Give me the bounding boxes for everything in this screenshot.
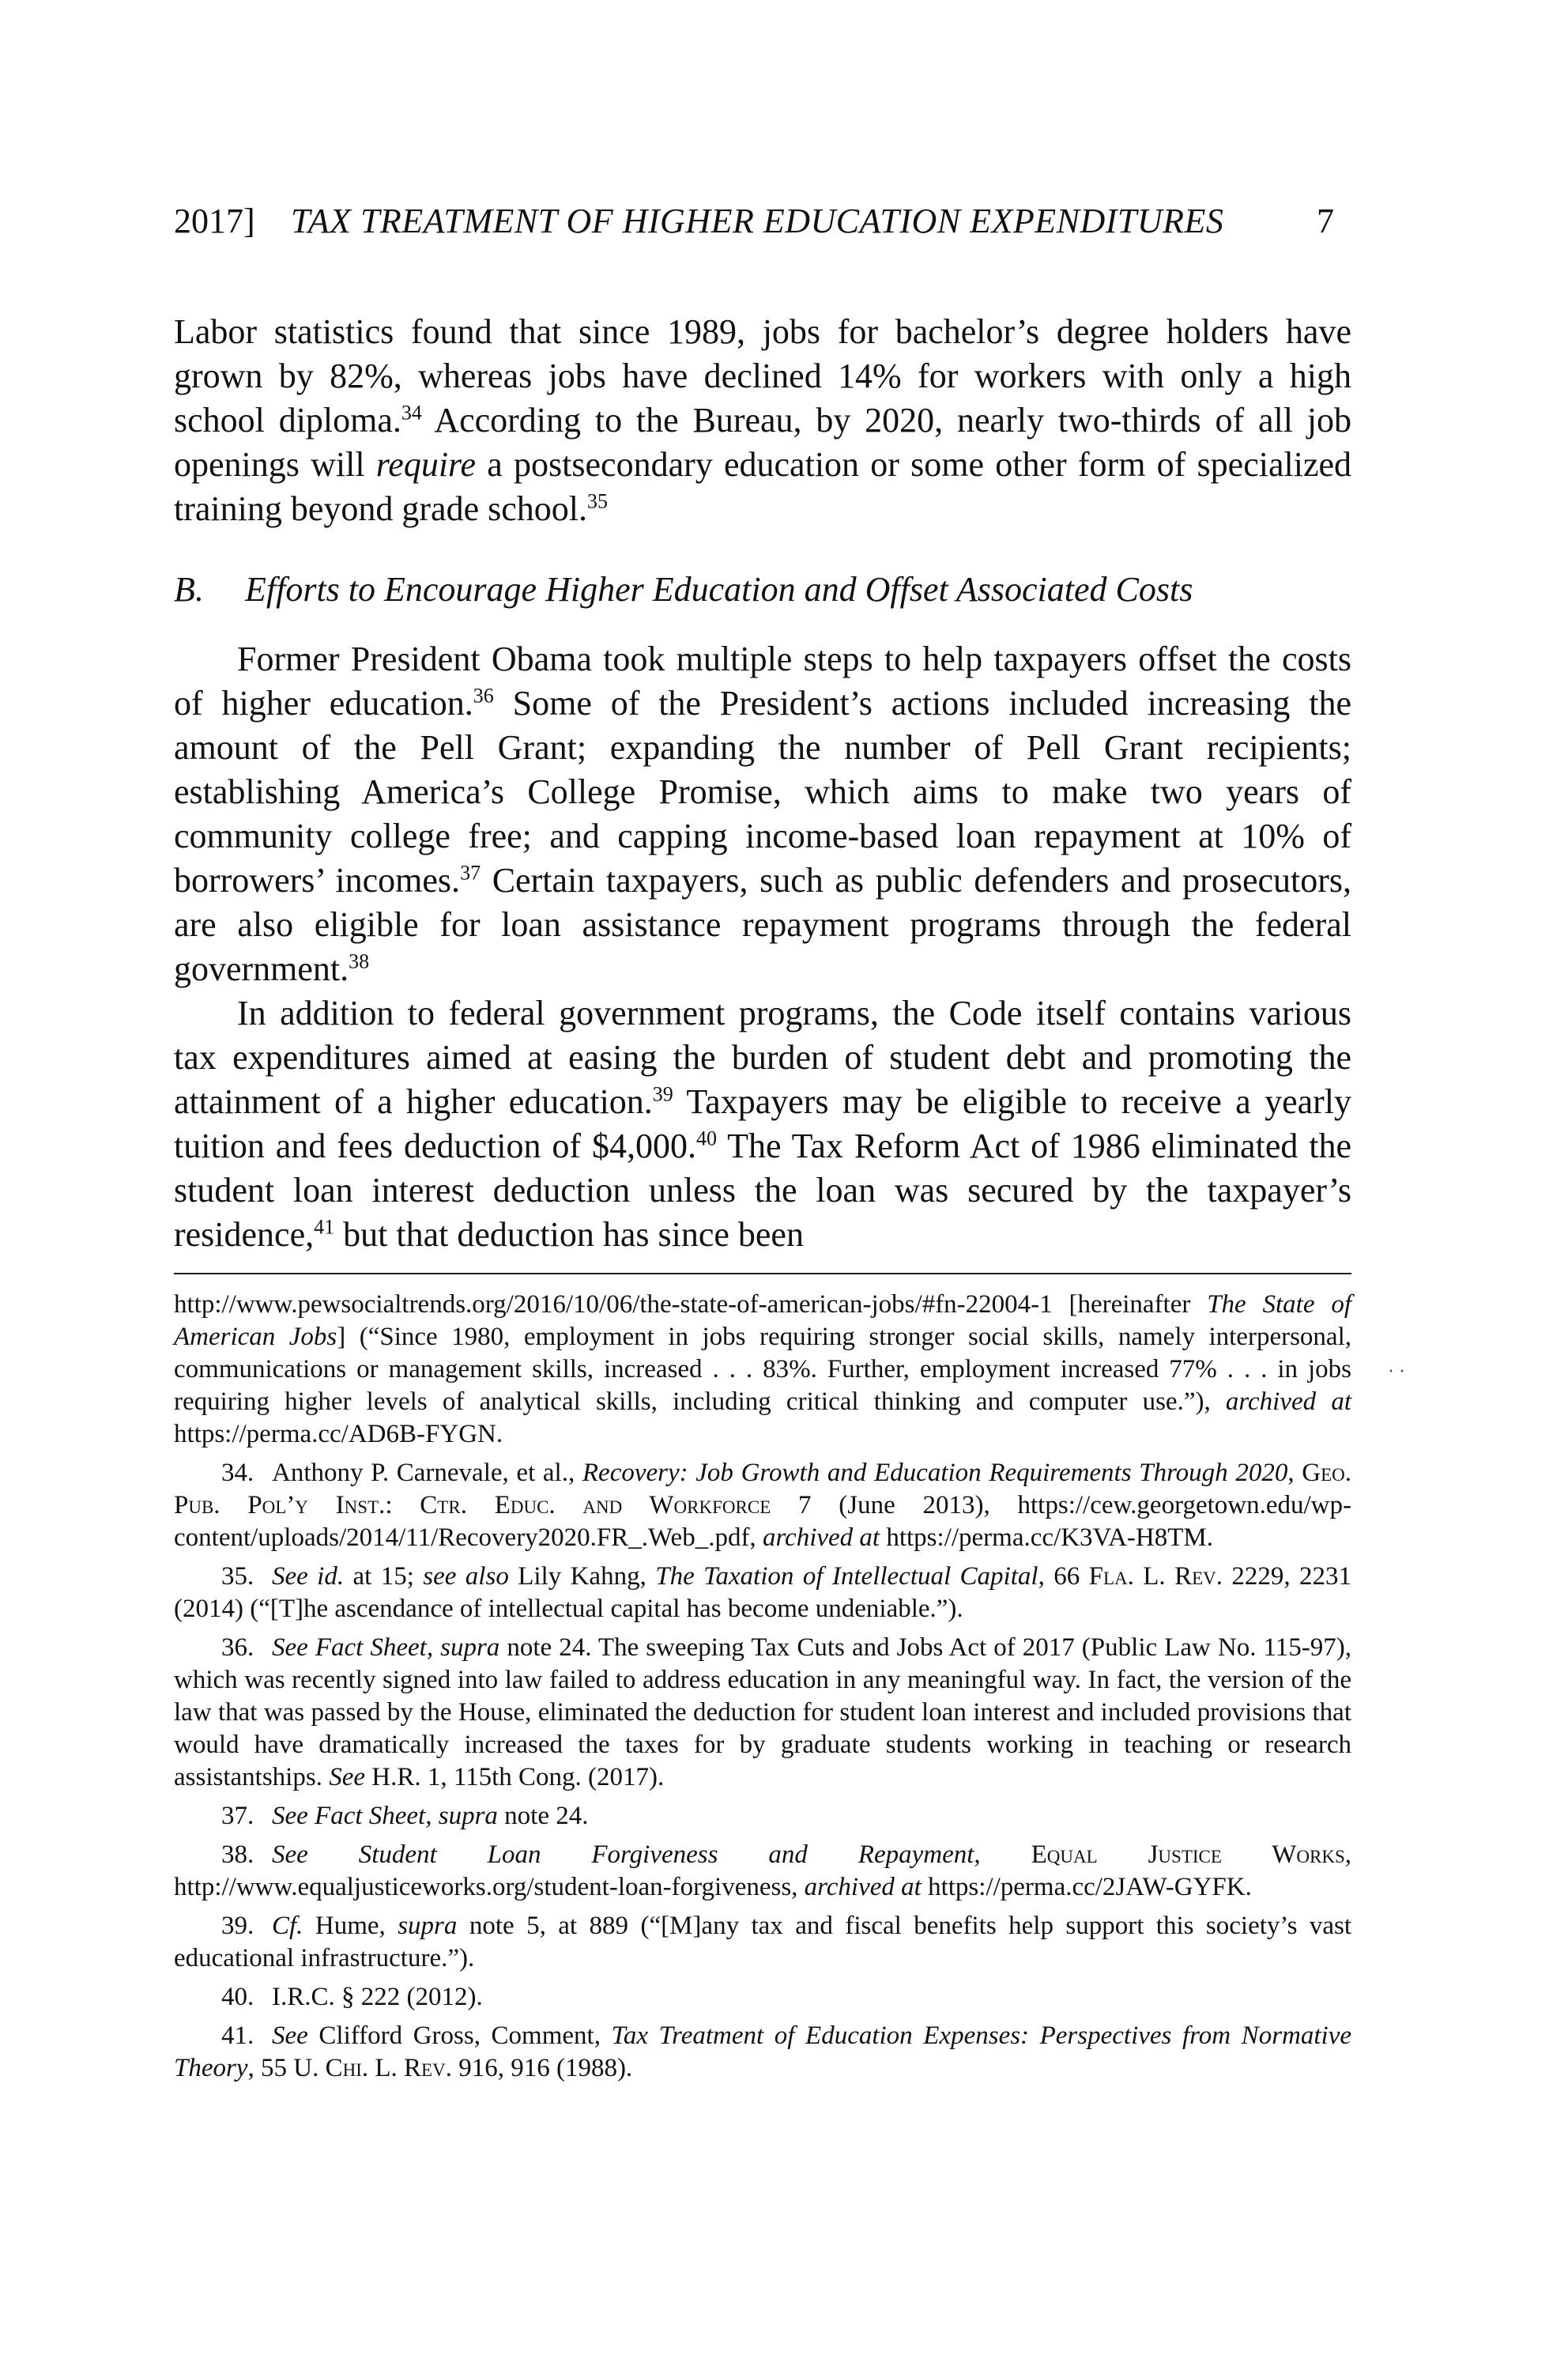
footnote-ref[interactable]: 34	[401, 401, 422, 425]
text-run: , 55	[247, 2054, 294, 2082]
italic-run: archived at	[804, 1873, 922, 1901]
text-run: https://perma.cc/AD6B-FYGN.	[174, 1420, 503, 1448]
text-run: , http://www.equaljusticeworks.org/student-loan-forgiveness,	[174, 1840, 1351, 1901]
italic-run: archived at	[762, 1523, 880, 1552]
text-run: Anthony P. Carnevale, et al.,	[272, 1459, 582, 1487]
footnote-number: 39.	[221, 1912, 254, 1940]
text-run: ,	[1287, 1459, 1302, 1487]
footnote-38	[174, 1839, 1351, 1904]
text-run: , 66	[1038, 1562, 1089, 1591]
header-year: 2017]	[174, 202, 255, 240]
italic-run: The State of American Jobs	[174, 1290, 1351, 1351]
text-run: but that deduction has since been	[334, 1215, 804, 1254]
footnote-number: 41.	[221, 2021, 254, 2050]
italic-run: supra	[398, 1912, 458, 1940]
text-run: a postsecondary education or some other form of specialized training beyond grade school.	[174, 445, 1351, 528]
text-run: ] (“Since 1980, employment in jobs requiring stronger social skills, namely interpersonal, communications or management skills, increased . . . 83%. Further, employment increased 77% . . . in jobs requiring higher levels of analytical skills, including critical thinking and computer use.”),	[174, 1323, 1351, 1416]
text-run: In addition to federal government programs, the Code itself contains various tax expenditures aimed at easing the burden of student debt and promoting the attainment of a higher education.	[174, 994, 1351, 1121]
header-title: TAX TREATMENT OF HIGHER EDUCATION EXPENDITURES	[291, 202, 1224, 240]
text-run: note 5, at 889 (“[M]any tax and fiscal benefits help support this society’s vast educational infrastructure.”).	[174, 1912, 1351, 1972]
text-run: H.R. 1, 115th Cong. (2017).	[364, 1763, 665, 1791]
italic-run: Recovery: Job Growth and Education Requirements Through 2020	[582, 1459, 1288, 1487]
footnote-continuation	[174, 1289, 1351, 1451]
section-letter: B.	[174, 570, 204, 609]
footnote-40	[174, 1981, 1351, 2014]
text-run: https://perma.cc/2JAW-GYFK.	[921, 1873, 1252, 1901]
text-run: Certain taxpayers, such as public defenders and prosecutors, are also eligible for loan assistance repayment programs through the federal government.	[174, 861, 1352, 988]
text-run: 2229, 2231 (2014) (“[T]he ascendance of intellectual capital has become undeniable.”).	[174, 1562, 1352, 1623]
footnote-34	[174, 1457, 1351, 1554]
footnote-41	[174, 2020, 1351, 2085]
text-run: https://perma.cc/K3VA-H8TM.	[880, 1523, 1214, 1552]
footnotes	[174, 1289, 1351, 2091]
footnote-number: 37.	[221, 1802, 254, 1830]
text-run: 7 (June 2013), https://cew.georgetown.edu/wp-content/uploads/2014/11/Recovery2020.FR_.Web_.pdf,	[174, 1491, 1351, 1552]
body-paragraph-2	[174, 637, 1351, 991]
italic-run: See Fact Sheet, supra	[272, 1633, 500, 1662]
italic-run: The Taxation of Intellectual Capital	[655, 1562, 1038, 1591]
text-run: note 24.	[497, 1802, 589, 1830]
footnote-number: 34.	[221, 1459, 254, 1487]
footnote-ref[interactable]: 39	[652, 1082, 673, 1106]
footnote-number: 36.	[221, 1633, 254, 1662]
text-run: http://www.pewsocialtrends.org/2016/10/06/the-state-of-american-jobs/#fn-22004-1 [hereinafter	[174, 1290, 1208, 1319]
italic-run: See	[329, 1763, 365, 1791]
text-run: Hume,	[303, 1912, 398, 1940]
text-run: note 24. The sweeping Tax Cuts and Jobs Act of 2017 (Public Law No. 115-97), which was recently signed into law failed to address education in any meaningful way. In fact, the version of the law that was passed by the House, eliminated the deduction for student loan interest and included provisions that would have dramatically increased the taxes for by graduate students working in teaching or research assistantships.	[174, 1633, 1351, 1791]
text-run: The Tax Reform Act of 1986 eliminated the student loan interest deduction unless the loan was secured by the taxpayer’s residence,	[174, 1127, 1352, 1254]
footnote-ref[interactable]: 40	[695, 1127, 717, 1150]
text-run: Taxpayers may be eligible to receive a yearly tuition and fees deduction of $4,000.	[174, 1082, 1351, 1165]
text-run: at 15;	[344, 1562, 424, 1591]
footnote-36	[174, 1632, 1351, 1794]
italic-run: See Fact Sheet, supra	[272, 1802, 498, 1830]
italic-run: Cf.	[272, 1912, 303, 1940]
smallcaps-run: Geo. Pub. Pol’y Inst.: Ctr. Educ. and Workforce	[174, 1459, 1352, 1519]
footnote-divider	[174, 1273, 1351, 1274]
body-paragraph-1	[174, 310, 1351, 531]
section-heading	[174, 568, 1351, 612]
scan-artifact: · ·	[1388, 1361, 1405, 1382]
smallcaps-run: Equal Justice Works	[1031, 1840, 1345, 1869]
body-paragraph-3	[174, 991, 1351, 1257]
footnote-ref[interactable]: 37	[460, 861, 481, 885]
emphasis: require	[375, 445, 477, 484]
page-number: 7	[1317, 202, 1334, 240]
footnote-35	[174, 1561, 1351, 1625]
footnote-ref[interactable]: 38	[349, 949, 370, 973]
running-head	[174, 198, 1351, 245]
smallcaps-run: Fla. L. Rev.	[1088, 1562, 1223, 1591]
text-run: Lily Kahng,	[508, 1562, 656, 1591]
italic-run: see also	[423, 1562, 509, 1591]
italic-run: Tax Treatment of Education Expenses: Perspectives from Normative Theory	[174, 2021, 1351, 2082]
footnote-ref[interactable]: 41	[314, 1215, 335, 1239]
italic-run: archived at	[1225, 1387, 1351, 1416]
text-run: 916, 916 (1988).	[451, 2054, 633, 2082]
text-run: Clifford Gross, Comment,	[307, 2021, 612, 2050]
text-run: Some of the President’s actions included increasing the amount of the Pell Grant; expanding the number of Pell Grant recipients; establishing America’s College Promise, which aims to make two years of community college free; and capping income-based loan repayment at 10% of borrowers’ incomes.	[174, 684, 1351, 900]
footnote-ref[interactable]: 36	[473, 684, 494, 708]
italic-run: See	[272, 2021, 308, 2050]
text-run: According to the Bureau, by 2020, nearly two-thirds of all job openings will	[174, 401, 1351, 484]
footnote-number: 38.	[221, 1840, 254, 1869]
footnote-ref[interactable]: 35	[586, 489, 608, 513]
smallcaps-run: U. Chi. L. Rev.	[293, 2054, 452, 2082]
section-title: Efforts to Encourage Higher Education and Offset Associated Costs	[245, 570, 1193, 609]
footnote-37	[174, 1800, 1351, 1833]
text-run: Former President Obama took multiple steps to help taxpayers offset the costs of higher education.	[174, 640, 1351, 723]
text-run: I.R.C. § 222 (2012).	[272, 1983, 483, 2011]
footnote-number: 35.	[221, 1562, 254, 1591]
italic-run: See Student Loan Forgiveness and Repayment	[272, 1840, 974, 1869]
text-run: Labor statistics found that since 1989, jobs for bachelor’s degree holders have grown by 82%, whereas jobs have declined 14% for workers with only a high school diploma.	[174, 312, 1351, 440]
footnote-number: 40.	[221, 1983, 254, 2011]
italic-run: See id.	[272, 1562, 345, 1591]
footnote-39	[174, 1910, 1351, 1975]
body-paragraphs	[174, 637, 1351, 1257]
text-run: ,	[974, 1840, 1031, 1869]
